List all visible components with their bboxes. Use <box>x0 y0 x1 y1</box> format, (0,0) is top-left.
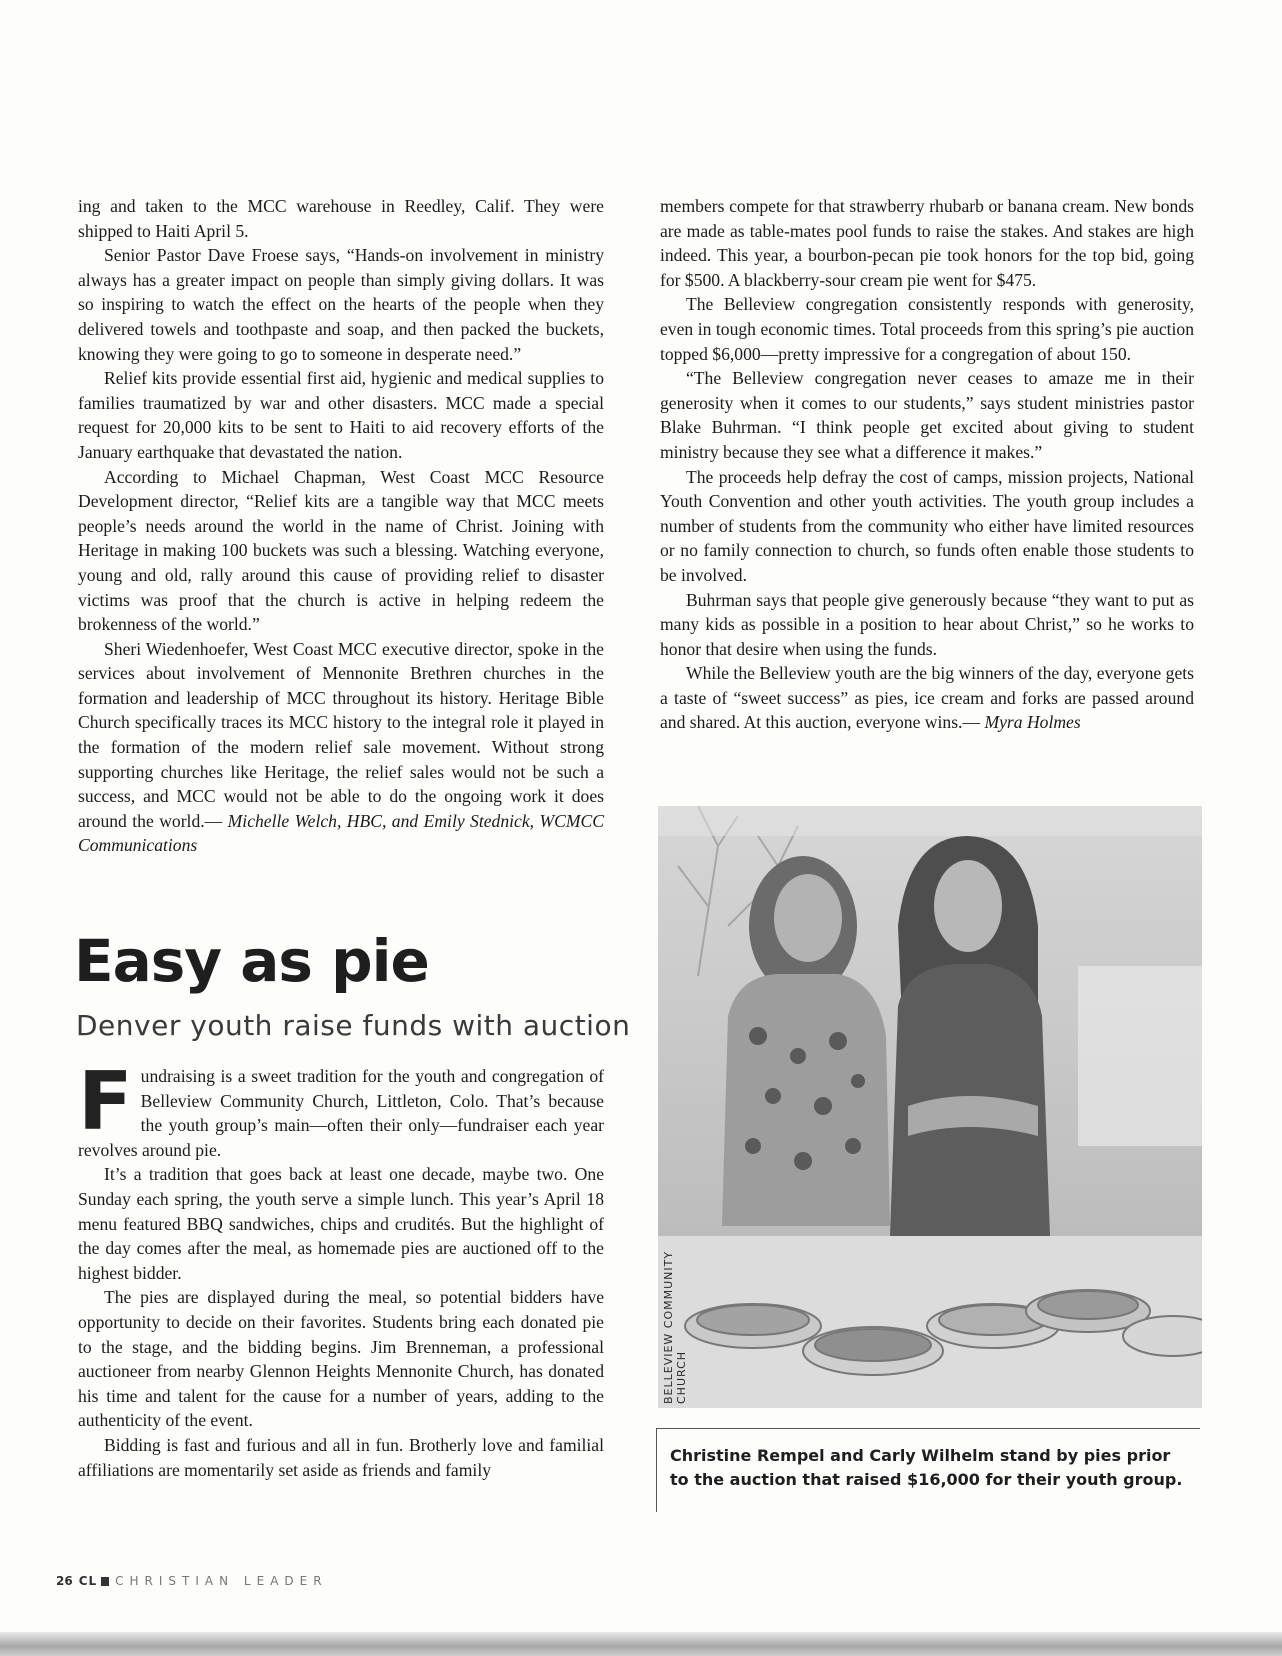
footer-square-icon <box>101 1577 109 1586</box>
byline: Michelle Welch, HBC, and Emily Stednick, WCMCC Communications <box>78 810 604 856</box>
body-paragraph-text: While the Belleview youth are the big winners of the day, everyone gets a taste of “sweet success” as pies, ice cream and forks are passed around and shared. At this auction, everyone wins.— <box>660 663 1194 733</box>
page-edge-band <box>0 1632 1282 1656</box>
footer-cl: CL <box>78 1574 98 1588</box>
body-paragraph <box>660 661 1194 735</box>
left-top-column <box>78 194 604 858</box>
body-paragraph: The pies are displayed during the meal, so potential bidders have opportunity to decide on their favorites. Students bring each donated pie to the stage, and the bidding begins. Jim Brenneman, a professional auctioneer from nearby Glennon Heights Mennonite Church, has donated his time and talent for the cause for a number of years, adding to the authenticity of the event. <box>78 1287 604 1431</box>
body-paragraph: The Belleview congregation consistently responds with generosity, even in tough economic times. Total proceeds from this spring’s pie auction topped $6,000—pretty impressive for a congregation of about 150. <box>660 294 1194 364</box>
article-column-right <box>660 194 1194 735</box>
page-footer <box>56 1574 328 1588</box>
body-paragraph: Senior Pastor Dave Froese says, “Hands-on involvement in ministry always has a greater impact on people than simply giving dollars. It was so inspiring to watch the effect on the hearts of the people when they delivered towels and toothpaste and soap, and then packed the buckets, knowing they were going to go to someone in desperate need.” <box>78 245 604 364</box>
byline: Myra Holmes <box>984 712 1081 733</box>
first-paragraph-text: undraising is a sweet tradition for the youth and congregation of Belleview Community Church, Littleton, Colo. That’s because the youth group’s main—often their only—fundraiser each year revolves around pie. <box>78 1066 604 1160</box>
photo-girls-with-pies <box>658 806 1202 1408</box>
article-headline: Easy as pie <box>74 927 429 995</box>
magazine-name: CHRISTIAN LEADER <box>115 1574 328 1588</box>
body-paragraph: According to Michael Chapman, West Coast MCC Resource Development director, “Relief kits are a tangible way that MCC meets people’s needs around the world in the name of Christ. Joining with Heritage in making 100 buckets was such a blessing. Watching everyone, young and old, rally around this cause of providing relief to disaster victims was proof that the church is active in helping redeem the brokenness of the world.” <box>78 466 604 635</box>
body-paragraph: Buhrman says that people give generously because “they want to put as many kids as possible in a position to hear about Christ,” so he works to honor that desire when using the funds. <box>660 589 1194 659</box>
body-paragraph: “The Belleview congregation never ceases to amaze me in their generosity when it comes to our students,” says student ministries pastor Blake Buhrman. “I think people get excited about giving to student ministry because they see what a difference it makes.” <box>660 368 1194 462</box>
body-paragraph: Relief kits provide essential first aid, hygienic and medical supplies to families traumatized by war and other disasters. MCC made a special request for 20,000 kits to be sent to Haiti to aid recovery efforts of the January earthquake that devastated the nation. <box>78 368 604 462</box>
article-column-left <box>78 1055 604 1482</box>
page-number: 26 <box>56 1574 73 1588</box>
caption-side-rule <box>656 1428 657 1512</box>
body-paragraph: The proceeds help defray the cost of camps, mission projects, National Youth Convention and other youth activities. The youth group includes a number of students from the community who either have limited resources or no family connection to church, so funds often enable those students to be involved. <box>660 466 1194 585</box>
photo-credit: BELLEVIEW COMMUNITY CHURCH <box>662 1250 688 1404</box>
caption-rule <box>656 1428 1200 1429</box>
body-paragraph-text: Sheri Wiedenhoefer, West Coast MCC executive director, spoke in the services about involvement of Mennonite Brethren churches in the formation and leadership of MCC throughout its history. Heritage Bible Church specifically traces its MCC history to the integral role it played in the formation of the modern relief sale movement. Without strong supporting churches like Heritage, the relief sales would not be such a success, and MCC would not be able to do the ongoing work it does around the world.— <box>78 638 604 831</box>
photo-caption: Christine Rempel and Carly Wilhelm stand by pies prior to the auction that raised $16,000 for their youth group. <box>670 1446 1183 1489</box>
photo-illustration <box>658 806 1202 1408</box>
body-paragraph: It’s a tradition that goes back at least one decade, maybe two. One Sunday each spring, the youth serve a simple lunch. This year’s April 18 menu featured BBQ sandwiches, chips and crudités. But the highlight of the day comes after the meal, as homemade pies are auctioned off to the highest bidder. <box>78 1164 604 1283</box>
body-paragraph: ing and taken to the MCC warehouse in Reedley, Calif. They were shipped to Haiti April 5. <box>78 196 604 241</box>
drop-cap: F <box>78 1055 133 1148</box>
body-paragraph <box>78 637 604 858</box>
body-paragraph: Bidding is fast and furious and all in fun. Brotherly love and familial affiliations are momentarily set aside as friends and family <box>78 1434 604 1480</box>
first-paragraph <box>78 1055 604 1162</box>
article-subhead: Denver youth raise funds with auction <box>76 1009 631 1042</box>
body-paragraph: members compete for that strawberry rhubarb or banana cream. New bonds are made as table-mates pool funds to raise the stakes. And stakes are high indeed. This year, a bourbon-pecan pie took honors for the top bid, going for $500. A blackberry-sour cream pie went for $475. <box>660 196 1194 290</box>
